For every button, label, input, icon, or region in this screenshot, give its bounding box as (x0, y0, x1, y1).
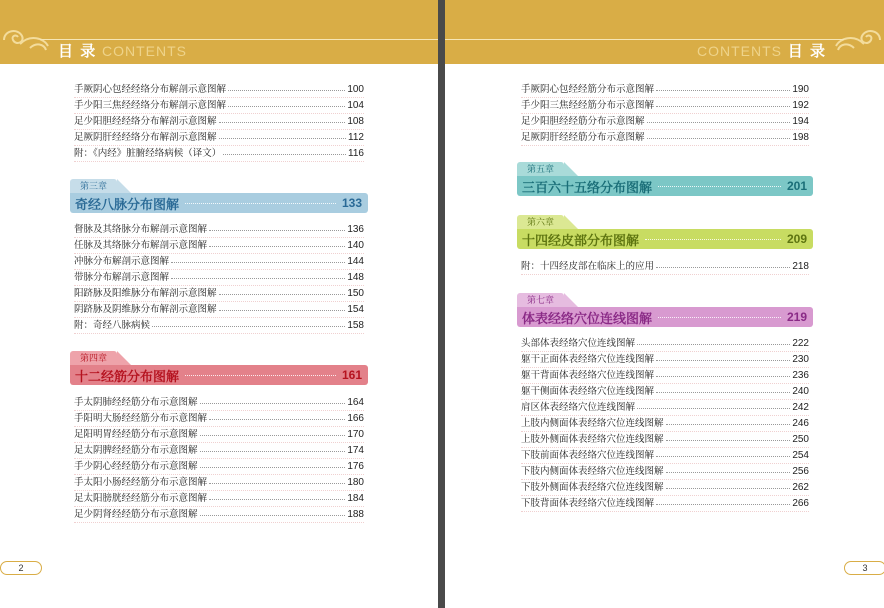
chapter-tab: 第六章 (517, 215, 564, 231)
toc-entry[interactable] (521, 98, 809, 114)
leader-dots (200, 451, 346, 452)
toc-entry-title: 任脉及其络脉分布解剖示意图解 (74, 239, 208, 251)
toc-entry-page: 104 (347, 99, 364, 111)
toc-entry-page: 256 (792, 465, 809, 477)
header-en: CONTENTS (102, 43, 188, 59)
leader-dots (647, 122, 791, 123)
book-gutter (438, 0, 445, 608)
toc-entry-title: 足厥阴肝经经筋分布示意图解 (521, 131, 645, 143)
toc-entry-title: 阴跻脉及阴维脉分布解剖示意图解 (74, 303, 217, 315)
leader-dots (656, 267, 790, 268)
toc-entry-title: 下肢前面体表经络穴位连线图解 (521, 449, 655, 461)
leader-dots (656, 456, 790, 457)
toc-entry[interactable] (74, 254, 364, 270)
toc-entry-title: 躯干正面体表经络穴位连线图解 (521, 353, 655, 365)
leader-dots (209, 499, 345, 500)
chapter-page: 133 (341, 196, 362, 210)
chapter-6[interactable] (517, 215, 813, 251)
leader-dots (658, 186, 781, 187)
left-page (0, 0, 438, 608)
toc-entry[interactable] (74, 443, 364, 459)
toc-entry-page: 236 (792, 369, 809, 381)
toc-list (74, 395, 364, 523)
toc-entry-page: 242 (792, 401, 809, 413)
leader-dots (185, 375, 336, 376)
toc-entry-title: 头部体表经络穴位连线图解 (521, 337, 636, 349)
toc-entry[interactable] (74, 427, 364, 443)
toc-entry-page: 176 (347, 460, 364, 472)
header-cn: 目 录 (58, 42, 97, 60)
toc-entry[interactable] (74, 302, 364, 318)
toc-entry[interactable] (521, 480, 809, 496)
chapter-4[interactable] (70, 351, 368, 387)
toc-entry[interactable] (521, 130, 809, 146)
chapter-3[interactable] (70, 179, 368, 215)
page-number: 2 (0, 561, 42, 575)
toc-entry-page: 108 (347, 115, 364, 127)
toc-entry[interactable] (521, 114, 809, 130)
toc-entry-title: 手少阴心经经筋分布示意图解 (74, 460, 198, 472)
contents-header (697, 40, 826, 61)
toc-entry-title: 手太阳小肠经经筋分布示意图解 (74, 476, 208, 488)
leader-dots (656, 376, 790, 377)
contents-header (58, 40, 187, 61)
toc-entry[interactable] (74, 238, 364, 254)
toc-entry-page: 116 (348, 147, 364, 159)
leader-dots (656, 360, 790, 361)
leader-dots (200, 515, 346, 516)
toc-entry[interactable] (74, 411, 364, 427)
leader-dots (666, 472, 791, 473)
toc-entry[interactable] (521, 352, 809, 368)
toc-entry[interactable] (521, 384, 809, 400)
toc-entry[interactable] (74, 475, 364, 491)
toc-entry-page: 194 (792, 115, 809, 127)
leader-dots (666, 424, 791, 425)
toc-entry-title: 附：奇经八脉病候 (74, 319, 151, 331)
toc-entry-title: 躯干背面体表经络穴位连线图解 (521, 369, 655, 381)
leader-dots (666, 488, 791, 489)
toc-entry[interactable] (74, 98, 364, 114)
toc-entry[interactable] (521, 432, 809, 448)
toc-entry-title: 足厥阴肝经经络分布解剖示意图解 (74, 131, 217, 143)
toc-entry[interactable] (521, 464, 809, 480)
leader-dots (656, 106, 790, 107)
toc-entry-title: 手厥阴心包经经筋分布示意图解 (521, 83, 655, 95)
toc-entry-title: 足少阳胆经经络分布解剖示意图解 (74, 115, 217, 127)
toc-entry-page: 154 (347, 303, 364, 315)
toc-entry-page: 240 (792, 385, 809, 397)
toc-entry[interactable] (521, 82, 809, 98)
chapter-bar (70, 365, 368, 385)
leader-dots (209, 230, 345, 231)
toc-list (521, 336, 809, 512)
leader-dots (219, 294, 346, 295)
toc-entry-title: 手太阴肺经经筋分布示意图解 (74, 396, 198, 408)
leader-dots (185, 203, 336, 204)
toc-entry-title: 躯干侧面体表经络穴位连线图解 (521, 385, 655, 397)
toc-entry[interactable] (74, 146, 364, 162)
toc-entry-title: 附：《内经》脏腑经络病候（译文） (74, 147, 222, 159)
chapter-title: 十四经皮部分布图解 (522, 233, 640, 249)
toc-entry-title: 手厥阴心包经经络分布解剖示意图解 (74, 83, 227, 95)
toc-list (521, 82, 809, 146)
toc-entry[interactable] (521, 496, 809, 512)
leader-dots (171, 278, 345, 279)
leader-dots (200, 403, 346, 404)
leader-dots (228, 90, 345, 91)
toc-entry-page: 144 (347, 255, 364, 267)
toc-entry[interactable] (521, 448, 809, 464)
leader-dots (647, 138, 791, 139)
toc-entry[interactable] (521, 259, 809, 275)
toc-entry-title: 上肢外侧面体表经络穴位连线图解 (521, 433, 664, 445)
header-en: CONTENTS (696, 43, 782, 59)
leader-dots (228, 106, 345, 107)
toc-entry-page: 246 (792, 417, 809, 429)
header-cn: 目 录 (787, 42, 826, 60)
cloud-ornament-icon (824, 18, 884, 58)
toc-entry-title: 足太阳膀胱经经筋分布示意图解 (74, 492, 208, 504)
toc-entry[interactable] (74, 459, 364, 475)
chapter-bar (517, 229, 813, 249)
toc-entry-page: 112 (348, 131, 364, 143)
toc-entry[interactable] (521, 336, 809, 352)
toc-entry-title: 足少阴肾经经筋分布示意图解 (74, 508, 198, 520)
toc-entry-page: 254 (792, 449, 809, 461)
toc-entry-page: 136 (347, 223, 364, 235)
toc-entry-title: 督脉及其络脉分布解剖示意图解 (74, 223, 208, 235)
toc-entry[interactable] (74, 286, 364, 302)
toc-entry-page: 230 (792, 353, 809, 365)
chapter-page: 209 (786, 232, 807, 246)
toc-list (74, 222, 364, 334)
leader-dots (152, 326, 345, 327)
toc-entry-page: 174 (347, 444, 364, 456)
chapter-tab: 第四章 (70, 351, 117, 367)
toc-entry-title: 手少阳三焦经经络分布解剖示意图解 (74, 99, 227, 111)
right-page (445, 0, 884, 608)
toc-entry-page: 164 (347, 396, 364, 408)
chapter-title: 十二经筋分布图解 (75, 369, 180, 385)
leader-dots (200, 435, 346, 436)
leader-dots (658, 317, 781, 318)
toc-entry[interactable] (74, 491, 364, 507)
leader-dots (219, 310, 346, 311)
leader-dots (666, 440, 791, 441)
toc-entry[interactable] (74, 114, 364, 130)
toc-entry-title: 手阳明大肠经经筋分布示意图解 (74, 412, 208, 424)
leader-dots (645, 239, 781, 240)
toc-entry-page: 158 (347, 319, 364, 331)
toc-entry-page: 100 (347, 83, 364, 95)
toc-entry-title: 下肢外侧面体表经络穴位连线图解 (521, 481, 664, 493)
chapter-title: 三百六十五络分布图解 (522, 180, 653, 196)
toc-entry[interactable] (74, 318, 364, 334)
toc-entry-page: 218 (792, 260, 809, 272)
toc-entry[interactable] (521, 400, 809, 416)
toc-entry-title: 附：十四经皮部在临床上的应用 (521, 260, 655, 272)
chapter-title: 奇经八脉分布图解 (75, 197, 180, 213)
toc-entry-page: 266 (792, 497, 809, 509)
toc-entry-title: 上肢内侧面体表经络穴位连线图解 (521, 417, 664, 429)
leader-dots (637, 408, 790, 409)
toc-entry[interactable] (74, 395, 364, 411)
chapter-5[interactable] (517, 162, 813, 198)
toc-entry-title: 手少阳三焦经经筋分布示意图解 (521, 99, 655, 111)
toc-entry-title: 肩区体表经络穴位连线图解 (521, 401, 636, 413)
chapter-page: 219 (786, 310, 807, 324)
toc-entry-title: 冲脉分布解剖示意图解 (74, 255, 170, 267)
toc-entry-title: 足阳明胃经经筋分布示意图解 (74, 428, 198, 440)
toc-entry[interactable] (74, 222, 364, 238)
chapter-bar (70, 193, 368, 213)
toc-entry-page: 140 (347, 239, 364, 251)
page-number: 3 (844, 561, 884, 575)
leader-dots (209, 419, 345, 420)
chapter-page: 161 (341, 368, 362, 382)
leader-dots (171, 262, 345, 263)
leader-dots (200, 467, 346, 468)
toc-entry-title: 足太阴脾经经筋分布示意图解 (74, 444, 198, 456)
toc-entry-page: 166 (347, 412, 364, 424)
leader-dots (219, 122, 346, 123)
chapter-tab: 第七章 (517, 293, 564, 309)
leader-dots (656, 392, 790, 393)
toc-entry[interactable] (521, 368, 809, 384)
toc-entry-page: 150 (347, 287, 364, 299)
leader-dots (223, 154, 346, 155)
toc-entry-page: 180 (347, 476, 364, 488)
chapter-page: 201 (786, 179, 807, 193)
toc-entry-title: 足少阳胆经经筋分布示意图解 (521, 115, 645, 127)
toc-list (74, 82, 364, 162)
toc-entry-page: 198 (792, 131, 809, 143)
toc-list (521, 259, 809, 275)
toc-entry-page: 262 (792, 481, 809, 493)
toc-entry-page: 190 (792, 83, 809, 95)
chapter-bar (517, 176, 813, 196)
toc-entry[interactable] (74, 270, 364, 286)
toc-entry-page: 188 (347, 508, 364, 520)
chapter-bar (517, 307, 813, 327)
toc-entry-title: 带脉分布解剖示意图解 (74, 271, 170, 283)
toc-entry[interactable] (74, 507, 364, 523)
toc-entry[interactable] (74, 130, 364, 146)
chapter-tab: 第三章 (70, 179, 117, 195)
chapter-title: 体表经络穴位连线图解 (522, 311, 653, 327)
chapter-7[interactable] (517, 293, 813, 329)
toc-entry-page: 184 (347, 492, 364, 504)
toc-entry-page: 170 (347, 428, 364, 440)
toc-entry-page: 148 (347, 271, 364, 283)
toc-entry[interactable] (74, 82, 364, 98)
toc-entry-page: 192 (792, 99, 809, 111)
leader-dots (209, 483, 345, 484)
cloud-ornament-icon (0, 18, 60, 58)
leader-dots (656, 90, 790, 91)
leader-dots (637, 344, 790, 345)
leader-dots (209, 246, 345, 247)
leader-dots (219, 138, 347, 139)
toc-entry-title: 阳跻脉及阳维脉分布解剖示意图解 (74, 287, 217, 299)
toc-entry-title: 下肢背面体表经络穴位连线图解 (521, 497, 655, 509)
toc-entry-page: 222 (792, 337, 809, 349)
toc-entry-title: 下肢内侧面体表经络穴位连线图解 (521, 465, 664, 477)
toc-entry[interactable] (521, 416, 809, 432)
toc-entry-page: 250 (792, 433, 809, 445)
chapter-tab: 第五章 (517, 162, 564, 178)
leader-dots (656, 504, 790, 505)
